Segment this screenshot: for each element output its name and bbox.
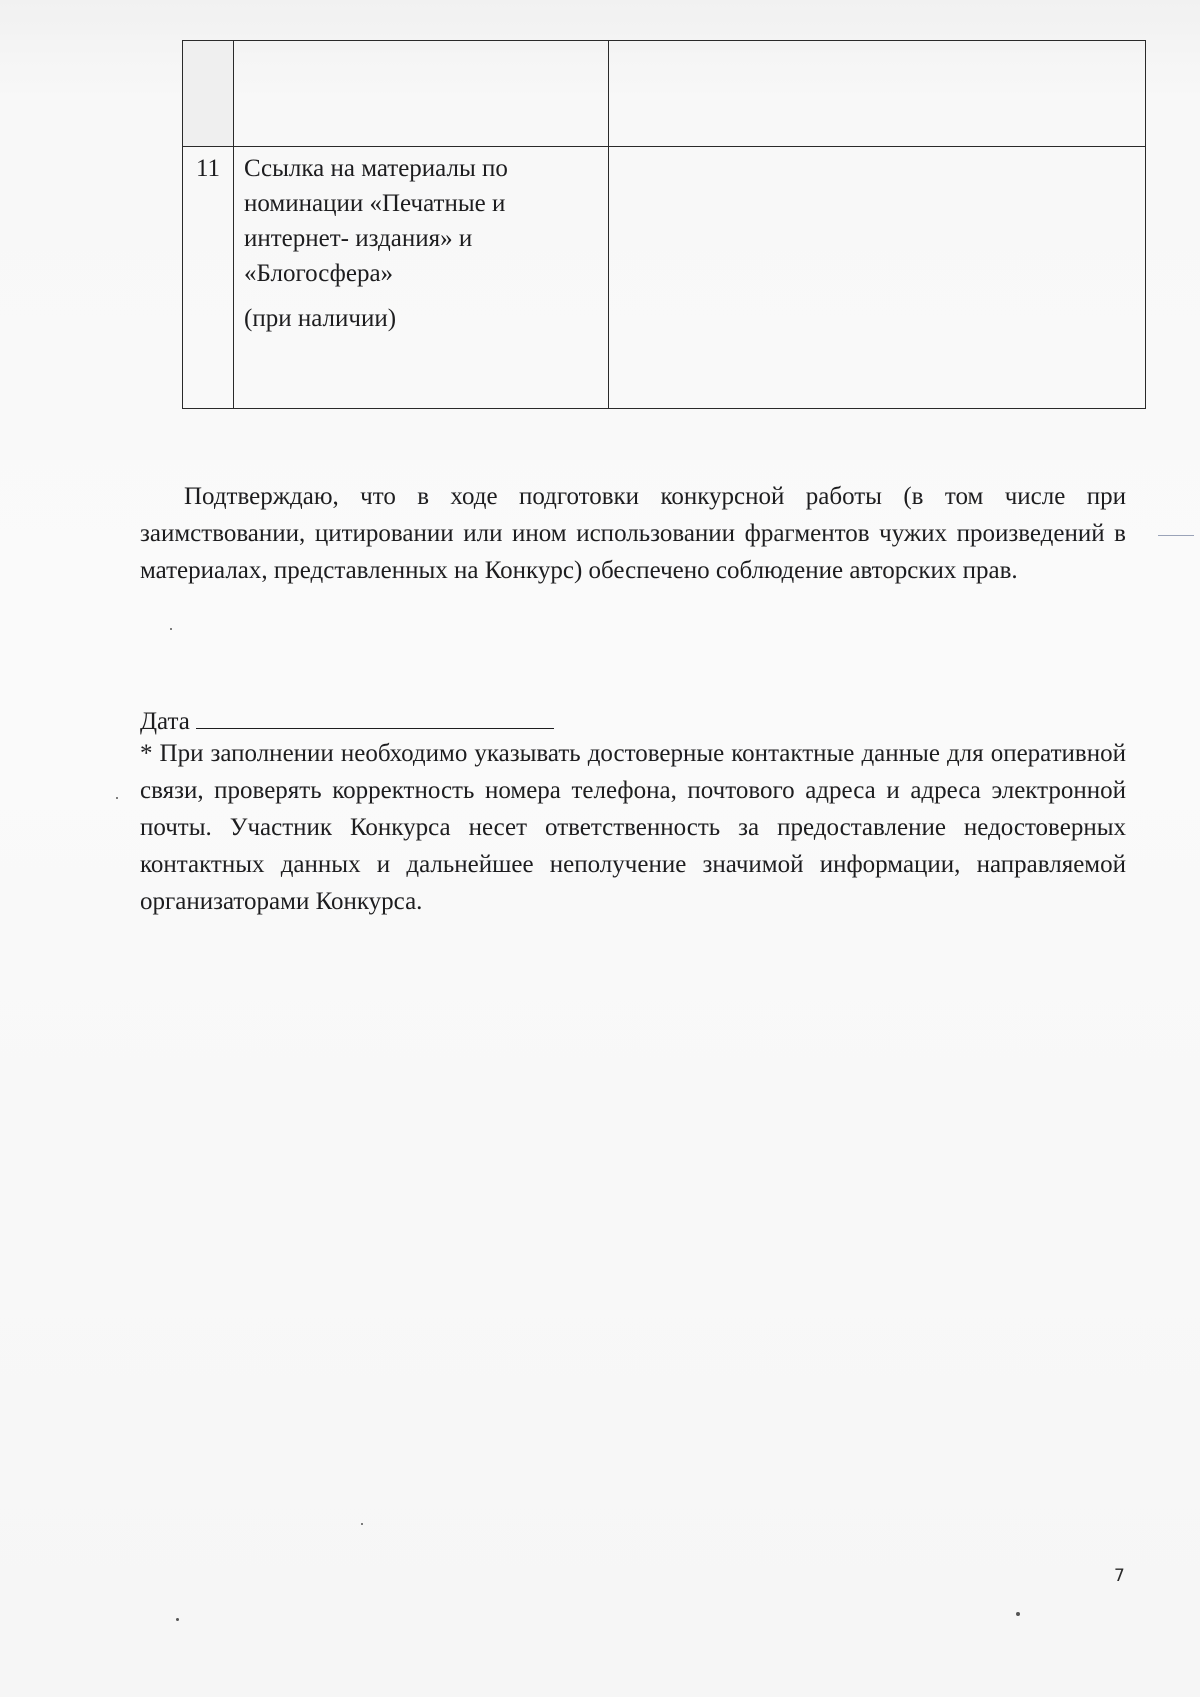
row-label-cell bbox=[234, 147, 609, 409]
copyright-confirmation-paragraph: Подтверждаю, что в ходе подготовки конкурсной работы (в том числе при заимствовании, цитировании или ином использовании фрагментов чужих произведений в материалах, представленных на Конкурс) обеспечено соблюдение авторских прав. bbox=[140, 483, 1126, 584]
row-number-cell bbox=[183, 41, 234, 147]
table-row bbox=[183, 147, 1146, 409]
application-form-table bbox=[182, 40, 1146, 409]
scan-artifact bbox=[176, 1618, 179, 1621]
page-number: 7 bbox=[1114, 1566, 1125, 1586]
row-label-note: (при наличии) bbox=[244, 305, 397, 332]
scan-artifact bbox=[170, 628, 172, 630]
date-blank-field[interactable] bbox=[196, 700, 554, 729]
scan-artifact bbox=[1158, 535, 1194, 536]
row-label-cell bbox=[234, 41, 609, 147]
scan-artifact bbox=[116, 797, 118, 799]
date-line bbox=[140, 700, 554, 740]
row-value-cell[interactable] bbox=[609, 41, 1146, 147]
scan-artifact bbox=[361, 1523, 363, 1525]
row-number-cell: 11 bbox=[183, 147, 234, 409]
table-row bbox=[183, 41, 1146, 147]
row-label-text: Ссылка на материалы по номинации «Печатные и интернет- издания» и «Блогосфера» bbox=[244, 155, 508, 287]
scan-artifact bbox=[1016, 1612, 1020, 1616]
footnote-paragraph: * При заполнении необходимо указывать достоверные контактные данные для оперативной связи, проверять корректность номера телефона, почтового адреса и адреса электронной почты. Участник Конкурса несет ответственность за предоставление недостоверных контактных данных и дальнейшее неполучение значимой информации, направляемой организаторами Конкурса. bbox=[140, 740, 1126, 915]
row-value-cell[interactable] bbox=[609, 147, 1146, 409]
date-label: Дата bbox=[140, 708, 190, 735]
